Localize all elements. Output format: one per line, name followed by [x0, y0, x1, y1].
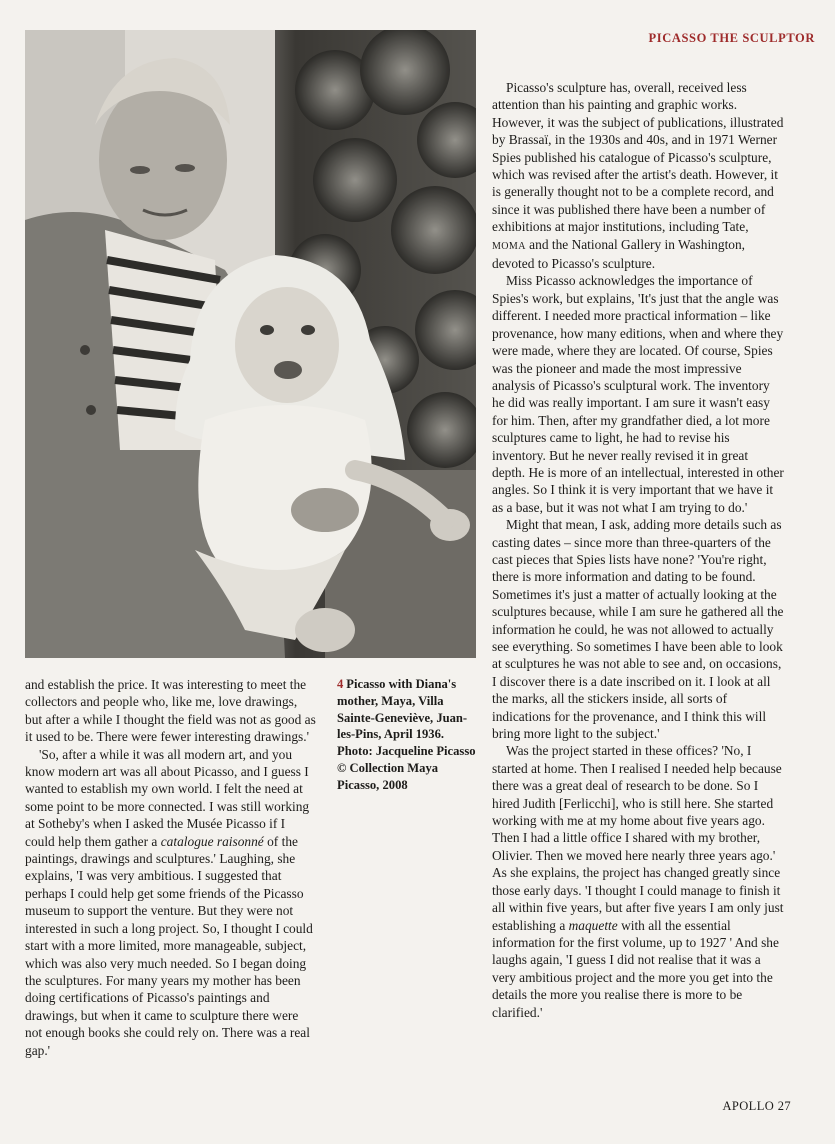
caption-text: Picasso with Diana's mother, Maya, Villa Sainte-Geneviève, Juan-les-Pins, April 1936. Photo: Jacqueline Picasso © Collection Maya Picasso, 2008	[337, 677, 476, 792]
paragraph	[25, 746, 317, 1059]
text-column-left	[25, 676, 317, 1059]
text-run: Was the project started in these offices? 'No, I started at home. Then I realised I needed help because there was a great deal of research to be done. So I hired Judith [Ferlicchi], who is still here. She started working with me at my home about five years ago. Then I had a little office I shared with my brother, Olivier. Then we moved here nearly three years ago.' As she explains, the project has changed greatly since those early days. 'I thought I could manage to finish it all within five years, but after five years I am only just establishing a	[492, 743, 784, 933]
running-head: PICASSO THE SCULPTOR	[648, 31, 815, 45]
paragraph: Miss Picasso acknowledges the importance of Spies's work, but explains, 'It's just that the angle was different. I needed more practical information – like provenance, how many editions, when and where they were made, where they are located. Of course, Spies was the pioneer and made the most impressive analysis of Picasso's sculptural work. The inventory he did was really important. I am sure it wasn't easy for him. Then, after my grandfather died, a lot more sculptures came to light, he had to revise his inventory. But he never really revised it in great depth. He is more of an intellectual, interested in other angles. So I think it is very important that we have it as a base, but it was not what I am trying to do.'	[492, 273, 784, 515]
photograph-picasso-with-child	[25, 30, 476, 658]
small-caps-term: MOMA	[492, 240, 526, 252]
paragraph	[492, 79, 784, 272]
photo-caption	[337, 676, 477, 794]
italic-term: catalogue raisonné	[160, 833, 264, 849]
text-run: with all the essential information for the first volume, up to 1927 ' And she laughs again, 'I guess I did not realise that it was a very ambitious project and the more you get into the details the more you realise there is more to be clarified.'	[492, 917, 779, 1020]
caption-number: 4	[337, 677, 344, 691]
text-run: of the paintings, drawings and sculptures.' Laughing, she explains, 'I was very ambitious. I suggested that perhaps I could help get some friends of the Picasso museum to support the venture. But they were not interested in such a long project. So, I thought I could start with a more limited, more manageable, subject, which was also very much needed. So I began doing the sculptures. For many years my mother has been doing certifications of Picasso's paintings and drawings, but when it came to sculpture there were not enough books she could rely on. There was a real gap.'	[25, 833, 313, 1058]
paragraph	[492, 742, 784, 1021]
text-column-right	[492, 79, 784, 1021]
photo-illustration	[25, 30, 476, 658]
page-folio: APOLLO 27	[722, 1099, 791, 1113]
text-run: and the National Gallery in Washington, devoted to Picasso's sculpture.	[492, 236, 746, 272]
text-run: 'So, after a while it was all modern art, and you know modern art was all about Picasso, and I guess I wanted to establish my own world. I felt the need at some point to be more connected. I was still working at Sotheby's when I asked the Musée Picasso if I could help them gather a	[25, 746, 310, 849]
paragraph: Might that mean, I ask, adding more details such as casting dates – since more than three-quarters of the cast pieces that Spies lists have none? 'You're right, there is more information and dating to be found. Sometimes it's just a matter of actually looking at the sculptures because, while I am sure he gathered all the information he could, he was not allowed to actually see everything. So sometimes I have been able to look at sculptures he was not able to see and, on occasions, I discover there is a date inscribed on it. I look at all the marks, all the stickers inside, all sorts of indications for the provenance, and I think this will bring more light to the subject.'	[492, 517, 784, 742]
paragraph: and establish the price. It was interesting to meet the collectors and people who, like me, love drawings, but after a while I thought the field was not as good as it used to be. There were fewer interesting drawings.'	[25, 677, 316, 745]
italic-term: maquette	[568, 917, 618, 933]
text-run: Picasso's sculpture has, overall, received less attention than his painting and graphic works. However, it was the subject of publications, illustrated by Brassaï, in the 1930s and 40s, and in 1971 Werner Spies published his catalogue of Picasso's sculpture, which was revised after the artist's death. However, it is generally thought not to be a complete record, and since it was published there have been a number of exhibitions at major institutions, including Tate,	[492, 80, 784, 235]
